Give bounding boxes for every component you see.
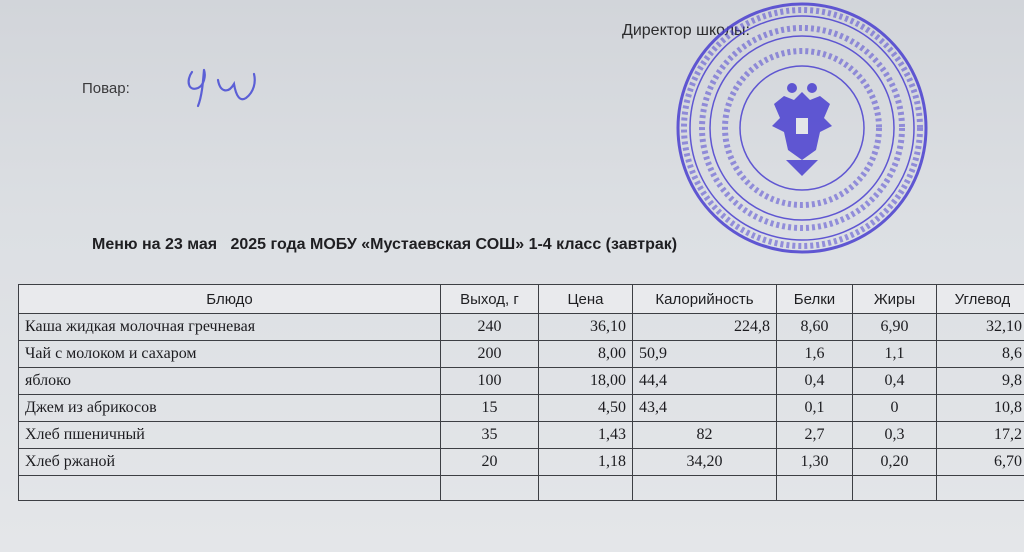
table-row [19,368,1024,395]
table-header-row [19,285,1024,314]
cell-calories: 82 [633,422,777,449]
cell-yield: 15 [441,395,539,422]
table-row [19,341,1024,368]
cook-signature [184,62,274,112]
cell-calories: 43,4 [633,395,777,422]
cell-dish: яблоко [19,368,441,395]
col-header-dish: Блюдо [19,285,441,314]
cell-yield: 100 [441,368,539,395]
cell-yield: 240 [441,314,539,341]
cell-yield: 200 [441,341,539,368]
col-header-fat: Жиры [853,285,937,314]
cell-fat: 6,90 [853,314,937,341]
cell-empty [19,476,441,501]
table-row [19,422,1024,449]
cell-price: 4,50 [539,395,633,422]
table-row [19,314,1024,341]
cell-carbs: 32,10 [937,314,1024,341]
cell-price: 36,10 [539,314,633,341]
cell-protein: 1,30 [777,449,853,476]
cell-fat: 0 [853,395,937,422]
cell-carbs: 8,6 [937,341,1024,368]
col-header-protein: Белки [777,285,853,314]
cell-dish: Каша жидкая молочная гречневая [19,314,441,341]
cell-fat: 0,20 [853,449,937,476]
cell-dish: Джем из абрикосов [19,395,441,422]
cook-label: Повар: [82,80,130,97]
col-header-calories: Калорийность [633,285,777,314]
cell-empty [777,476,853,501]
director-label: Директор школы: [622,22,750,39]
cell-empty [539,476,633,501]
cell-calories: 44,4 [633,368,777,395]
official-stamp [662,0,942,265]
cell-protein: 1,6 [777,341,853,368]
cell-protein: 8,60 [777,314,853,341]
cell-carbs: 17,2 [937,422,1024,449]
cell-carbs: 10,8 [937,395,1024,422]
cell-yield: 20 [441,449,539,476]
menu-table [18,284,1024,501]
table-row-empty [19,476,1024,501]
cell-empty [441,476,539,501]
cell-dish: Хлеб ржаной [19,449,441,476]
cell-calories: 50,9 [633,341,777,368]
menu-title: Меню на 23 мая 2025 года МОБУ «Мустаевская СОШ» 1-4 класс (завтрак) [92,236,678,253]
cell-price: 18,00 [539,368,633,395]
cell-price: 1,18 [539,449,633,476]
cell-calories: 224,8 [633,314,777,341]
cell-calories: 34,20 [633,449,777,476]
table-row [19,395,1024,422]
cell-price: 1,43 [539,422,633,449]
cell-yield: 35 [441,422,539,449]
cell-carbs: 6,70 [937,449,1024,476]
col-header-carbs: Углевод [937,285,1024,314]
cell-protein: 0,1 [777,395,853,422]
table-row [19,449,1024,476]
cell-carbs: 9,8 [937,368,1024,395]
cell-dish: Хлеб пшеничный [19,422,441,449]
col-header-price: Цена [539,285,633,314]
cell-empty [937,476,1024,501]
cell-fat: 1,1 [853,341,937,368]
col-header-yield: Выход, г [441,285,539,314]
cell-price: 8,00 [539,341,633,368]
cell-fat: 0,4 [853,368,937,395]
eagle-emblem-icon [772,83,832,176]
cell-fat: 0,3 [853,422,937,449]
cell-protein: 0,4 [777,368,853,395]
cell-empty [633,476,777,501]
cell-protein: 2,7 [777,422,853,449]
cell-dish: Чай с молоком и сахаром [19,341,441,368]
cell-empty [853,476,937,501]
